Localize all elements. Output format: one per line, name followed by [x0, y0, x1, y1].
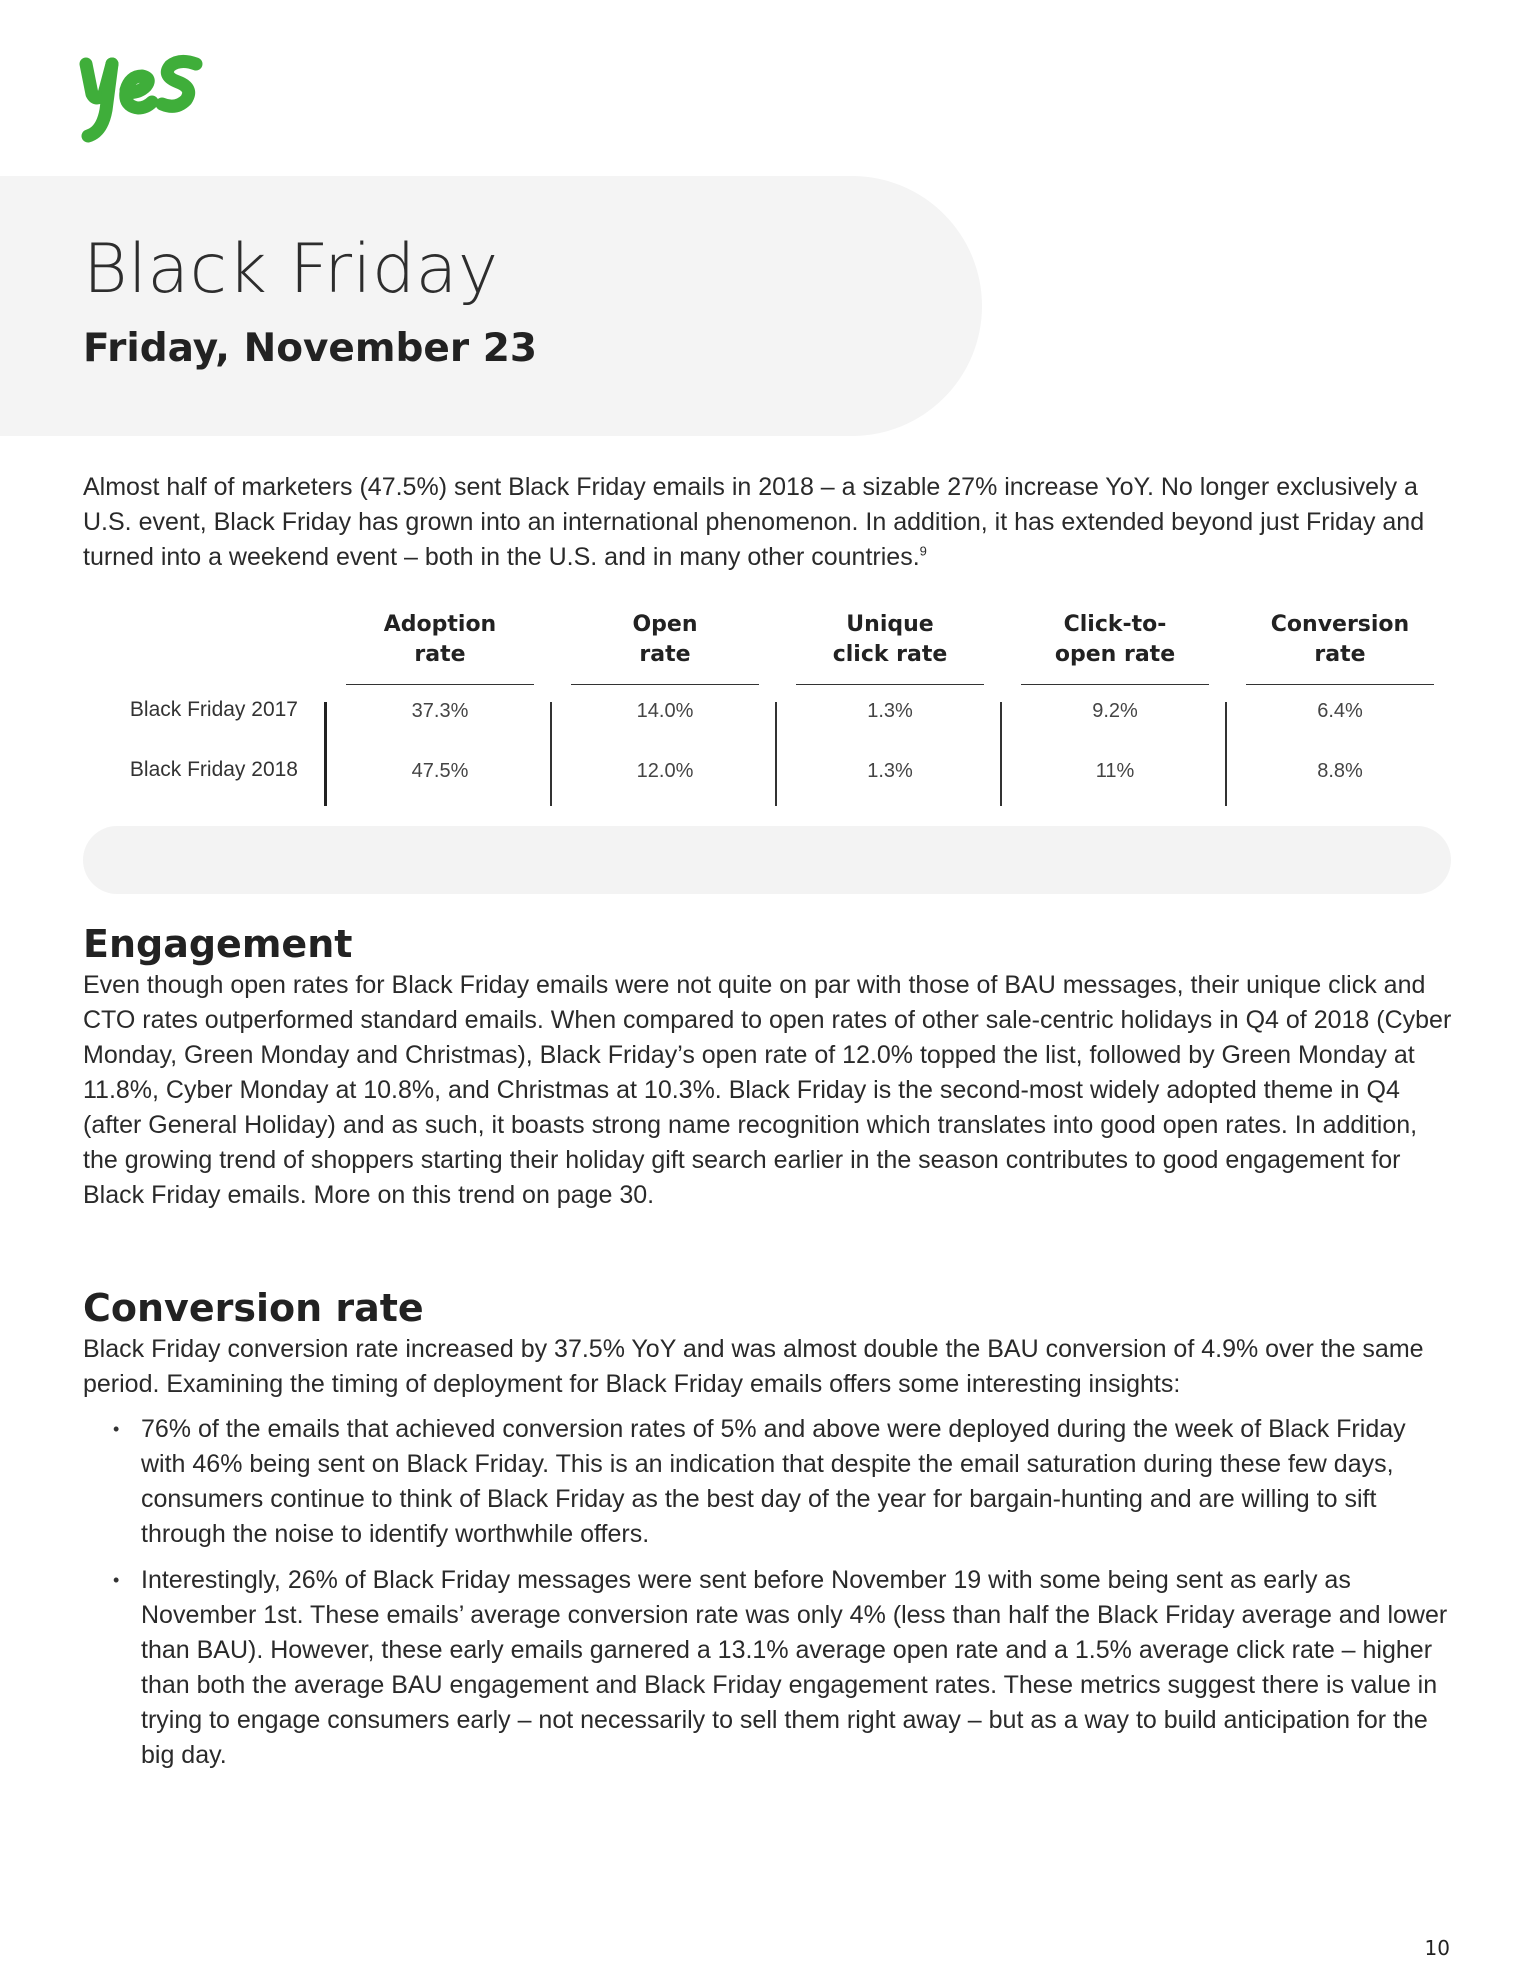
intro-paragraph — [83, 470, 1453, 575]
list-item: • Interestingly, 26% of Black Friday messages were sent before November 19 with some being sent as early as November 1st. These emails’ average conversion rate was only 4% (less than half the Black Friday average and lower than BAU). However, these early emails garnered a 13.1% average open rate and a 1.5% average click rate – higher than both the average BAU engagement and Black Friday engagement rates. These metrics suggest there is value in trying to engage consumers early – not necessarily to sell them right away – but as a way to build anticipation for the big day. — [83, 1563, 1453, 1773]
header-rule — [571, 684, 759, 685]
engagement-paragraph: Even though open rates for Black Friday emails were not quite on par with those of BAU messages, their unique click and CTO rates outperformed standard emails. When compared to open rates of other sale-centric holidays in Q4 of 2018 (Cyber Monday, Green Monday and Christmas), Black Friday’s open rate of 12.0% topped the list, followed by Green Monday at 11.8%, Cyber Monday at 10.8%, and Christmas at 10.3%. Black Friday is the second-most widely adopted theme in Q4 (after General Holiday) and as such, it boasts strong name recognition which translates into good open rates. In addition, the growing trend of shoppers starting their holiday gift search earlier in the season contributes to good engagement for Black Friday emails. More on this trend on page 30. — [83, 971, 1452, 1209]
table-cell: 8.8% — [1317, 760, 1363, 782]
decorative-pill — [83, 826, 1451, 894]
column-divider — [775, 702, 777, 806]
table-cell: 1.3% — [867, 700, 913, 722]
intro-text: Almost half of marketers (47.5%) sent Black Friday emails in 2018 – a sizable 27% increase YoY. No longer exclusively a U.S. event, Black Friday has grown into an international phenomenon. In addition, it has extended beyond just Friday and turned into a weekend event – both in the U.S. and in many other countries. — [83, 473, 1425, 571]
column-divider — [550, 702, 552, 806]
table-cell: 14.0% — [636, 700, 694, 722]
column-header-click-to-open: Click-to- open rate — [1054, 612, 1176, 667]
engagement-heading: Engagement — [83, 922, 353, 966]
table-cell: 12.0% — [636, 760, 694, 782]
yes-logo — [78, 50, 218, 146]
conversion-bullet-list — [83, 1412, 1453, 1784]
header-rule — [796, 684, 984, 685]
column-header-conversion: Conversion rate — [1270, 612, 1410, 667]
column-divider — [1000, 702, 1002, 806]
row-label-2017: Black Friday 2017 — [129, 698, 298, 721]
list-item: • 76% of the emails that achieved conversion rates of 5% and above were deployed during the week of Black Friday with 46% being sent on Black Friday. This is an indication that despite the email saturation during these few days, consumers continue to think of Black Friday as the best day of the year for bargain-hunting and are willing to sift through the noise to identify worthwhile offers. — [83, 1412, 1453, 1552]
header-rule — [346, 684, 534, 685]
metrics-table — [83, 610, 1433, 810]
table-cell: 37.3% — [411, 700, 469, 722]
yes-logo-mark — [78, 50, 218, 146]
page-subtitle: Friday, November 23 — [83, 326, 537, 371]
table-cell: 6.4% — [1317, 700, 1363, 722]
footnote-marker: 9 — [919, 543, 927, 559]
column-header-adoption: Adoption rate — [383, 612, 497, 667]
table-cell: 47.5% — [411, 760, 469, 782]
column-header-open: Open rate — [632, 612, 698, 667]
conversion-paragraph: Black Friday conversion rate increased by 37.5% YoY and was almost double the BAU conversion of 4.9% over the same period. Examining the timing of deployment for Black Friday emails offers some interesting insights: — [83, 1335, 1424, 1398]
table-cell: 11% — [1095, 760, 1135, 782]
column-divider — [324, 702, 327, 806]
row-label-2018: Black Friday 2018 — [129, 758, 298, 781]
header-rule — [1246, 684, 1434, 685]
conversion-heading: Conversion rate — [83, 1286, 424, 1330]
page-number: 10 — [1424, 1936, 1450, 1960]
header-rule — [1021, 684, 1209, 685]
table-cell: 9.2% — [1092, 700, 1138, 722]
page-title: Black Friday — [83, 230, 499, 309]
bullet-icon: • — [113, 1419, 120, 1439]
column-divider — [1225, 702, 1227, 806]
table-cell: 1.3% — [867, 760, 913, 782]
bullet-icon: • — [113, 1570, 120, 1590]
column-header-unique-click: Unique click rate — [832, 612, 948, 667]
